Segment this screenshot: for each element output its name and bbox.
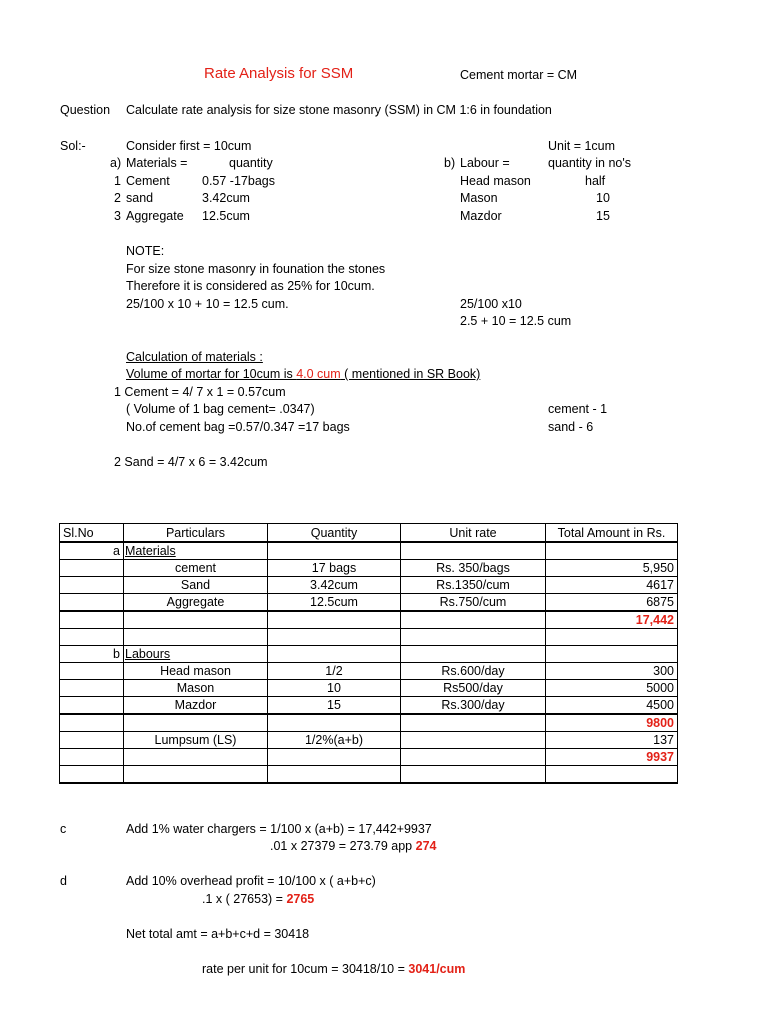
ratio-sand: sand - 6 [548, 420, 594, 434]
labour-name: Head mason [460, 174, 531, 188]
particular-total: 6875 [546, 594, 678, 612]
unit-line: Unit = 1cum [548, 139, 616, 153]
bag-count: No.of cement bag =0.57/0.347 =17 bags [126, 420, 350, 434]
header-total-amount: Total Amount in Rs. [546, 524, 678, 543]
water-charges-line: Add 1% water chargers = 1/100 x (a+b) = 17,442+9937 [126, 822, 432, 836]
particular-total: 4617 [546, 577, 678, 594]
lumpsum-qty: 1/2%(a+b) [268, 732, 401, 749]
grand-subtotal: 9937 [546, 749, 678, 766]
cost-table [59, 523, 678, 784]
material-no: 3 [114, 209, 121, 223]
header-unit-rate: Unit rate [401, 524, 546, 543]
table-row [60, 732, 678, 749]
page-title: Rate Analysis for SSM [204, 65, 354, 82]
question-text: Calculate rate analysis for size stone masonry (SSM) in CM 1:6 in foundation [126, 103, 552, 117]
table-row [60, 697, 678, 715]
material-name: Aggregate [126, 209, 184, 223]
rate-per-unit-line [202, 962, 465, 977]
particular-qty: 10 [268, 680, 401, 697]
section-title: Materials [124, 542, 268, 560]
table-row [60, 594, 678, 612]
labour-marker: b) [444, 156, 456, 170]
particular-name: Head mason [124, 663, 268, 680]
labours-subtotal: 9800 [546, 714, 678, 732]
note-line: 25/100 x 10 + 10 = 12.5 cum. [126, 297, 289, 311]
particular-total: 5,950 [546, 560, 678, 577]
header-sl-no: Sl.No [60, 524, 124, 543]
particular-rate: Rs. 350/bags [401, 560, 546, 577]
table-row [60, 560, 678, 577]
step-d-label: d [60, 874, 67, 888]
section-label: a [60, 542, 124, 560]
material-name: Cement [126, 174, 170, 188]
particular-rate: Rs500/day [401, 680, 546, 697]
particular-rate: Rs.750/cum [401, 594, 546, 612]
table-row [60, 629, 678, 646]
section-title: Labours [124, 646, 268, 663]
table-row [60, 680, 678, 697]
particular-name: Aggregate [124, 594, 268, 612]
materials-qty-header: quantity [229, 156, 273, 170]
particular-rate: Rs.1350/cum [401, 577, 546, 594]
note-calc: 25/100 x10 [460, 297, 522, 311]
overhead-profit-calc-text: .1 x ( 27653) = [202, 892, 287, 906]
material-qty: 0.57 -17bags [202, 174, 275, 188]
table-row [60, 577, 678, 594]
subtitle-cement-mortar: Cement mortar = CM [460, 68, 578, 82]
particular-name: Mazdor [124, 697, 268, 715]
bag-volume: ( Volume of 1 bag cement= .0347) [126, 402, 315, 416]
net-total-line: Net total amt = a+b+c+d = 30418 [126, 927, 310, 941]
labour-qty: half [585, 174, 606, 188]
water-charges-value: 274 [415, 839, 437, 853]
table-row [60, 766, 678, 784]
particular-qty: 3.42cum [268, 577, 401, 594]
particular-name: Mason [124, 680, 268, 697]
lumpsum-total: 137 [546, 732, 678, 749]
mortar-volume-pre: Volume of mortar for 10cum is [126, 367, 297, 381]
particular-qty: 12.5cum [268, 594, 401, 612]
table-row [60, 542, 678, 560]
mortar-volume-post: ( mentioned in SR Book) [340, 367, 481, 381]
note-label: NOTE: [126, 244, 165, 258]
cement-calc: 1 Cement = 4/ 7 x 1 = 0.57cum [114, 385, 286, 399]
overhead-profit-line: Add 10% overhead profit = 10/100 x ( a+b+c) [126, 874, 376, 888]
material-qty: 12.5cum [202, 209, 250, 223]
labour-qty: 15 [596, 209, 610, 223]
rate-per-unit-value: 3041/cum [408, 962, 466, 976]
table-row [60, 646, 678, 663]
labour-name: Mason [460, 191, 498, 205]
sand-calc: 2 Sand = 4/7 x 6 = 3.42cum [114, 455, 268, 469]
mortar-volume-value: 4.0 cum [296, 367, 341, 381]
water-charges-calc-text: .01 x 27379 = 273.79 app [270, 839, 416, 853]
header-quantity: Quantity [268, 524, 401, 543]
materials-subtotal: 17,442 [546, 611, 678, 629]
calc-heading: Calculation of materials : [126, 350, 263, 364]
labour-qty: 10 [596, 191, 610, 205]
question-label: Question [60, 103, 111, 117]
section-label: b [60, 646, 124, 663]
table-row [60, 749, 678, 766]
particular-qty: 1/2 [268, 663, 401, 680]
consider-line: Consider first = 10cum [126, 139, 252, 153]
mortar-volume-line [126, 367, 480, 382]
table-row [60, 663, 678, 680]
note-line: For size stone masonry in founation the stones [126, 262, 386, 276]
material-qty: 3.42cum [202, 191, 250, 205]
note-line: Therefore it is considered as 25% for 10cum. [126, 279, 375, 293]
particular-name: Sand [124, 577, 268, 594]
header-particulars: Particulars [124, 524, 268, 543]
material-name: sand [126, 191, 154, 205]
particular-rate: Rs.300/day [401, 697, 546, 715]
rate-per-unit-text: rate per unit for 10cum = 30418/10 = [202, 962, 409, 976]
solution-label: Sol:- [60, 139, 86, 153]
labour-qty-header: quantity in no's [548, 156, 631, 170]
table-row [60, 714, 678, 732]
material-no: 2 [114, 191, 121, 205]
table-header-row [60, 524, 678, 543]
ratio-cement: cement - 1 [548, 402, 608, 416]
particular-total: 5000 [546, 680, 678, 697]
labour-header: Labour = [460, 156, 510, 170]
table-row [60, 611, 678, 629]
water-charges-calc [270, 839, 436, 854]
particular-name: cement [124, 560, 268, 577]
particular-total: 4500 [546, 697, 678, 715]
materials-header: Materials = [126, 156, 188, 170]
overhead-profit-calc [202, 892, 314, 907]
overhead-profit-value: 2765 [286, 892, 315, 906]
labour-name: Mazdor [460, 209, 502, 223]
particular-total: 300 [546, 663, 678, 680]
particular-qty: 17 bags [268, 560, 401, 577]
step-c-label: c [60, 822, 67, 836]
materials-marker: a) [110, 156, 122, 170]
particular-qty: 15 [268, 697, 401, 715]
particular-rate: Rs.600/day [401, 663, 546, 680]
lumpsum-name: Lumpsum (LS) [124, 732, 268, 749]
note-calc: 2.5 + 10 = 12.5 cum [460, 314, 572, 328]
material-no: 1 [114, 174, 121, 188]
